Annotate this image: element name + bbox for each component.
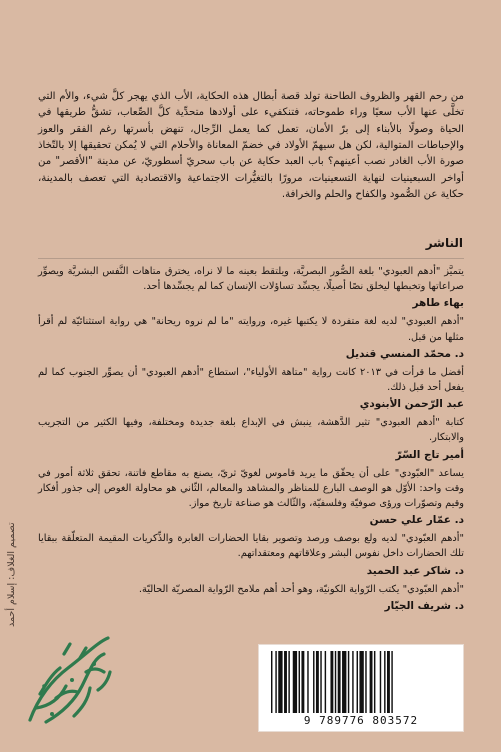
barcode	[258, 644, 464, 732]
quote-text: "أدهم العبّودي" يكتب الرّواية الكونيّة، وهو أحد أهم ملامح الرّواية المصريّة الحاليّة.	[138, 583, 464, 595]
quote-author: بهاء طاهر	[412, 297, 464, 310]
quote-block	[38, 582, 464, 614]
quote-block	[38, 415, 464, 462]
quote-text: كتابة "أدهم العبودي" تثير الدَّهشة، ينبش في الإبداع بلغة جديدة ومختلفة، وفيها الكثير من التجريب والابتكار.	[38, 417, 464, 444]
quote-author: د. عمّار علي حسن	[369, 514, 464, 527]
quote-author: د. شريف الجيّار	[384, 599, 464, 612]
barcode-bars	[269, 651, 453, 713]
quote-author: عبد الرّحمن الأبنودي	[359, 398, 464, 411]
quote-text: يساعد "العبّودي" على أن يحقّق ما يريد قاموس لغويّ ثريّ، يصنع به مقاطع فاتنة، تحقق ثلاثة أمور في وقت واحد: الأوّل هو الوصف البارع للمناظر والمشاهد والمعالم، الثّاني هو محاولة الغوص إلى جذور أفكار وقيم وتصوّرات ورؤى صوفيّة وفلسفيّة، والثّالث هو صناعة تاريخ مواز.	[38, 467, 464, 510]
quote-author: أمير تاج السّرّ	[395, 448, 464, 461]
publisher-calligraphy-logo	[16, 628, 122, 734]
quote-author: د. محمّد المنسي قنديل	[345, 347, 464, 360]
quote-block	[38, 466, 464, 529]
cover-design-credit: تصميم الغلاف: إسلام أحمد	[6, 522, 17, 628]
quote-text: يتميَّز "أدهم العبودي" بلغة الصُّور البصريَّة، ويلتقط بعينه ما لا نراه، يخترق متاهات النَّفس البشريَّة ويصوِّر صراعاتها وتخبطها ليخلق نصًا أصيلًا، يجسِّد تساؤلات الإنسان كما لم يجسِّدها أحد.	[38, 266, 464, 293]
publisher-label: الناشر	[425, 236, 463, 250]
quotes-section	[38, 264, 464, 617]
quote-author: د. شاكر عبد الحميد	[366, 564, 464, 577]
divider	[38, 258, 464, 259]
intro-paragraph: من رحم القهر والظروف الطاحنة تولد قصة أبطال هذه الحكاية، الأب الذي يهجر كلَّ شيء، والأم التي تخلَّى عنها الأب سعيًا وراء طموحاته، فتنكفيء على أولادها متحدِّية كلَّ الصِّعاب، تشقُّ طريقها في الحياة وصولًا بالأبناء إلى برّ الأمان، تعمل كما يعمل الرِّجال، تنهض بأسرتها رغم الفقر والعوز والإحباطات المتوالية، لكن هل سيهمّ الأولاد في خضمّ المعاناة والأحلام التي لا يُمكن تحقيقها إلا بالتّخاذ صورة الأب الغادر نصب أعينهم؟ باب العبد حكاية عن باب سحريّ أسطوريّ، عن مدينة "الأقصر" من أواخر السبعينيات لنهاية التسعينيات، مرورًا بالتغيُّرات الاجتماعية والاقتصادية التي تعصف بالمدينة، حكاية عن الصُّمود والكفاح والحلم والخرافة.	[38, 91, 464, 200]
quote-block	[38, 365, 464, 412]
quote-block	[38, 531, 464, 578]
quote-text: أفضل ما قرأت في ٢٠١٣ كانت رواية "متاهة الأولياء"، استطاع "أدهم العبودي" أن يصوِّر الجنوب كما لم يفعل أحد قبل ذلك.	[38, 366, 464, 394]
quote-block	[38, 314, 464, 361]
quote-block	[38, 264, 464, 311]
quote-text: "أدهم العبودي" لديه لغة متفردة لا يكتبها غيره، وروايته "ما لم نروه ريحانة" هي رواية استثنائيّة لم أقرأ مثلها من قبل.	[38, 316, 464, 343]
quote-text: "أدهم العبّودي" لديه ولع بوصف ورصد وتصوير بقايا الحضارات الغابرة والذِّكريات المقيمة المتعلّقة ببقايا تلك الحضارات داخل نفوس البشر وعلاقاتهم ومعتقداتهم.	[38, 533, 464, 560]
isbn-number: 9 789776 803572	[303, 714, 419, 727]
